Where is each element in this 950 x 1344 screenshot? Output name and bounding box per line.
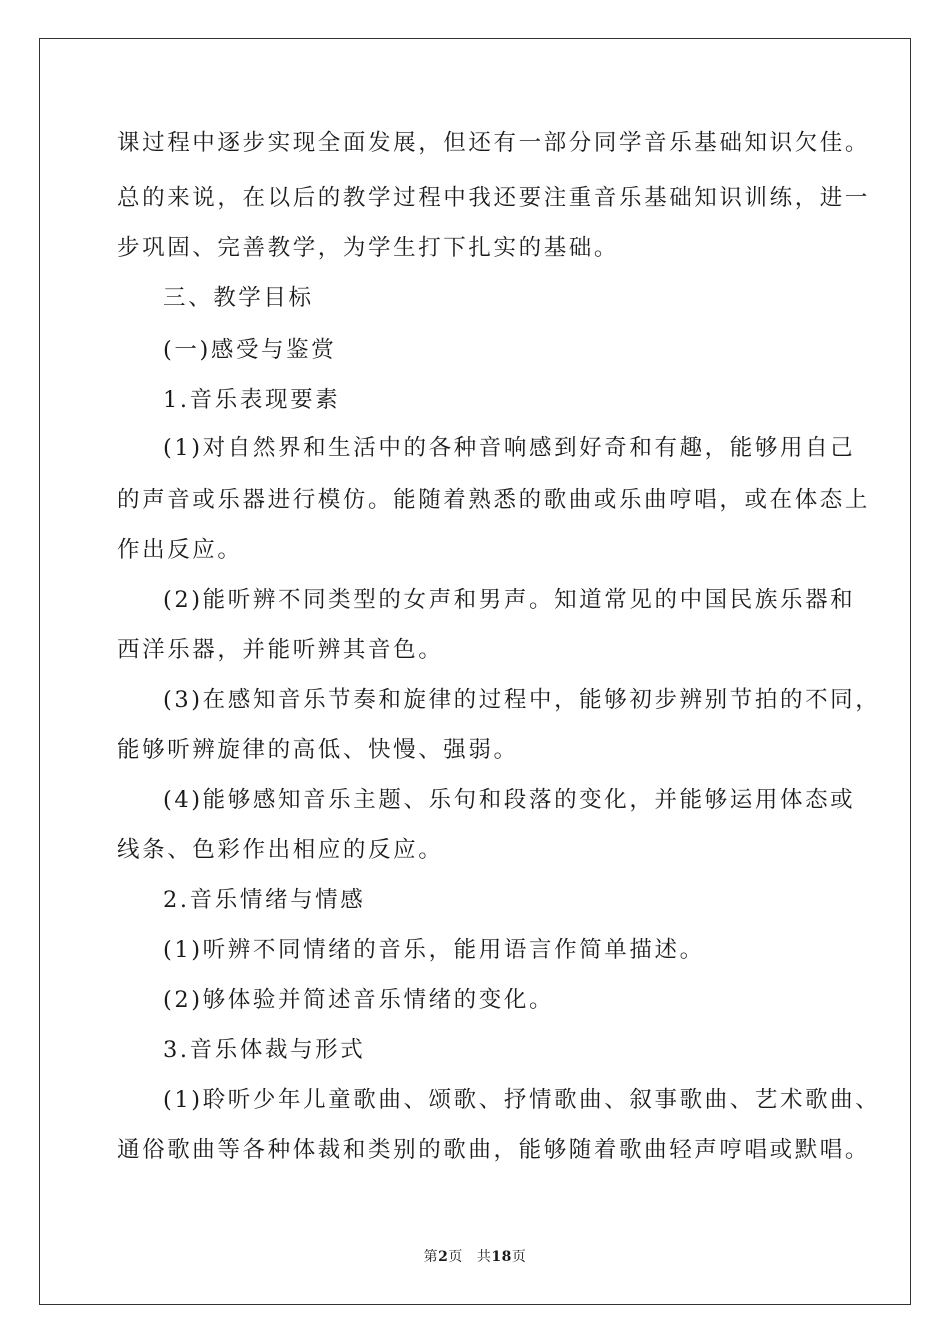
paragraph-line: 能够听辨旋律的高低、快慢、强弱。 bbox=[117, 737, 519, 763]
paragraph-line: (3)在感知音乐节奏和旋律的过程中，能够初步辨别节拍的不同， bbox=[163, 687, 881, 713]
subsection-heading: (一)感受与鉴赏 bbox=[163, 337, 337, 363]
paragraph-line: (2)够体验并简述音乐情绪的变化。 bbox=[163, 987, 555, 1013]
paragraph-line: 步巩固、完善教学，为学生打下扎实的基础。 bbox=[117, 235, 620, 261]
page-prefix: 第 bbox=[423, 1249, 439, 1265]
total-pages: 18 bbox=[491, 1249, 512, 1265]
paragraph-line: 通俗歌曲等各种体裁和类别的歌曲，能够随着歌曲轻声哼唱或默唱。 bbox=[117, 1137, 871, 1163]
paragraph-line: 线条、色彩作出相应的反应。 bbox=[117, 837, 444, 863]
page-number: 2 bbox=[438, 1249, 449, 1265]
paragraph-line: (4)能够感知音乐主题、乐句和段落的变化，并能够运用体态或 bbox=[163, 787, 856, 813]
total-suffix: 页 bbox=[511, 1249, 527, 1265]
page-suffix: 页 bbox=[448, 1249, 463, 1265]
total-prefix: 共 bbox=[476, 1249, 492, 1265]
paragraph-line: (2)能听辨不同类型的女声和男声。知道常见的中国民族乐器和 bbox=[163, 587, 856, 613]
paragraph-line: 作出反应。 bbox=[117, 537, 243, 563]
paragraph-line: (1)对自然界和生活中的各种音响感到好奇和有趣，能够用自己 bbox=[163, 435, 856, 461]
paragraph-line: 的声音或乐器进行模仿。能随着熟悉的歌曲或乐曲哼唱，或在体态上 bbox=[117, 487, 871, 513]
item-heading: 3.音乐体裁与形式 bbox=[163, 1037, 366, 1063]
paragraph-line: (1)听辨不同情绪的音乐，能用语言作简单描述。 bbox=[163, 937, 705, 963]
paragraph-line: 课过程中逐步实现全面发展，但还有一部分同学音乐基础知识欠佳。 bbox=[117, 130, 871, 156]
item-heading: 1.音乐表现要素 bbox=[163, 387, 341, 413]
page-footer bbox=[0, 1248, 950, 1266]
paragraph-line: 西洋乐器，并能听辨其音色。 bbox=[117, 637, 444, 663]
paragraph-line: 总的来说，在以后的教学过程中我还要注重音乐基础知识训练，进一 bbox=[117, 185, 871, 211]
paragraph-line: (1)聆听少年儿童歌曲、颂歌、抒情歌曲、叙事歌曲、艺术歌曲、 bbox=[163, 1087, 881, 1113]
item-heading: 2.音乐情绪与情感 bbox=[163, 887, 366, 913]
section-heading: 三、教学目标 bbox=[163, 285, 314, 311]
